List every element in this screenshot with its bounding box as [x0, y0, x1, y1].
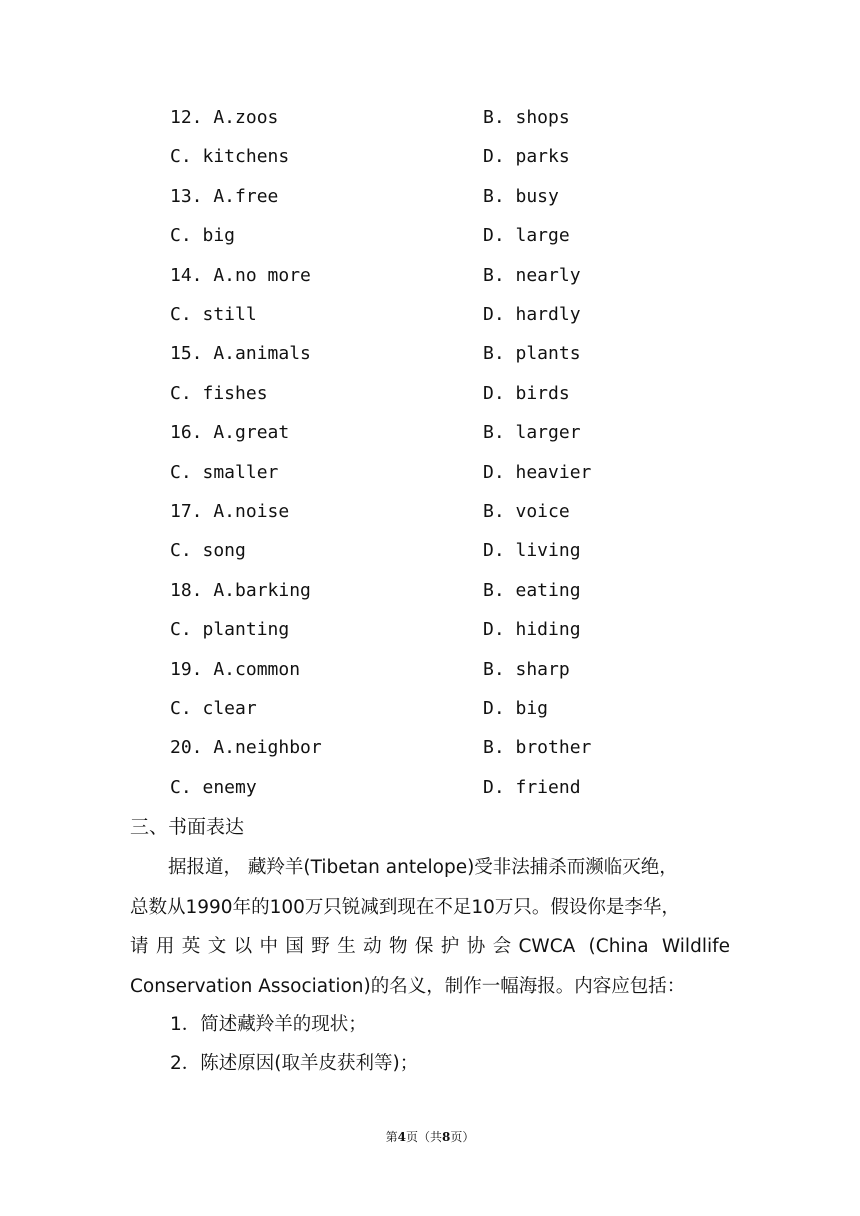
- option-right: D. big: [483, 698, 549, 719]
- option-right: B. eating: [483, 579, 581, 601]
- option-row: [0, 694, 860, 724]
- option-left: 14. A.no more: [170, 264, 311, 286]
- requirement-item: 1．简述藏羚羊的现状；: [170, 1014, 367, 1035]
- option-right: B. larger: [483, 422, 581, 444]
- option-right: B. plants: [483, 343, 581, 365]
- option-left: C. big: [170, 225, 236, 247]
- option-left: C. song: [170, 540, 246, 562]
- option-row: [0, 458, 860, 488]
- option-right: B. sharp: [483, 658, 570, 680]
- option-row: [0, 261, 860, 291]
- option-right: D. heavier: [483, 461, 592, 483]
- option-row: [0, 142, 860, 172]
- option-left: C. clear: [170, 698, 257, 719]
- footer-prefix: 第: [385, 1130, 398, 1144]
- option-left: 12. A.zoos: [170, 107, 279, 128]
- footer-total-pages: 8: [442, 1130, 451, 1144]
- option-right: B. voice: [483, 501, 570, 522]
- writing-prompt: [130, 848, 730, 1006]
- option-left: C. fishes: [170, 382, 268, 404]
- option-left: C. enemy: [170, 776, 257, 798]
- option-right: D. hardly: [483, 304, 581, 325]
- option-left: 18. A.barking: [170, 579, 311, 601]
- option-row: [0, 182, 860, 212]
- option-left: C. smaller: [170, 461, 279, 483]
- option-left: 17. A.noise: [170, 501, 290, 522]
- option-row: [0, 497, 860, 527]
- option-left: C. kitchens: [170, 146, 290, 168]
- option-right: B. busy: [483, 185, 559, 207]
- option-row: [0, 655, 860, 685]
- option-row: [0, 536, 860, 566]
- option-left: C. planting: [170, 619, 290, 641]
- prompt-line: 请用英文以中国野生动物保护协会CWCA (China Wildlife: [130, 936, 730, 957]
- option-right: B. brother: [483, 737, 592, 759]
- footer-middle: 页（共: [405, 1130, 442, 1144]
- option-row: [0, 221, 860, 251]
- option-row: [0, 773, 860, 803]
- option-left: 13. A.free: [170, 185, 279, 207]
- prompt-line: 总数从1990年的100万只锐减到现在不足10万只。假设你是李华，: [130, 896, 680, 918]
- option-left: 19. A.common: [170, 658, 301, 680]
- requirement-item: 2．陈述原因(取羊皮获利等)；: [170, 1053, 419, 1074]
- option-right: D. birds: [483, 382, 570, 404]
- option-right: D. friend: [483, 776, 581, 798]
- option-right: B. nearly: [483, 264, 581, 286]
- option-left: 16. A.great: [170, 422, 290, 444]
- page-footer: [0, 1128, 860, 1145]
- option-left: 20. A.neighbor: [170, 737, 322, 759]
- option-left: 15. A.animals: [170, 343, 311, 365]
- prompt-line: Conservation Association)的名义，制作一幅海报。内容应包括：: [130, 975, 686, 997]
- option-right: D. large: [483, 225, 570, 247]
- option-row: [0, 379, 860, 409]
- footer-page-number: 4: [397, 1130, 406, 1144]
- option-right: D. hiding: [483, 619, 581, 641]
- option-row: [0, 418, 860, 448]
- option-left: C. still: [170, 304, 257, 325]
- prompt-line: 据报道， 藏羚羊(Tibetan antelope)受非法捕杀而濒临灭绝，: [168, 857, 678, 878]
- option-row: [0, 576, 860, 606]
- option-row: [0, 615, 860, 645]
- option-row: [0, 300, 860, 330]
- option-row: [0, 103, 860, 133]
- option-row: [0, 339, 860, 369]
- option-row: [0, 733, 860, 763]
- footer-suffix: 页）: [450, 1130, 475, 1144]
- section-heading: 三、书面表达: [130, 816, 245, 838]
- option-right: B. shops: [483, 107, 570, 128]
- option-right: D. living: [483, 540, 581, 562]
- option-right: D. parks: [483, 146, 570, 168]
